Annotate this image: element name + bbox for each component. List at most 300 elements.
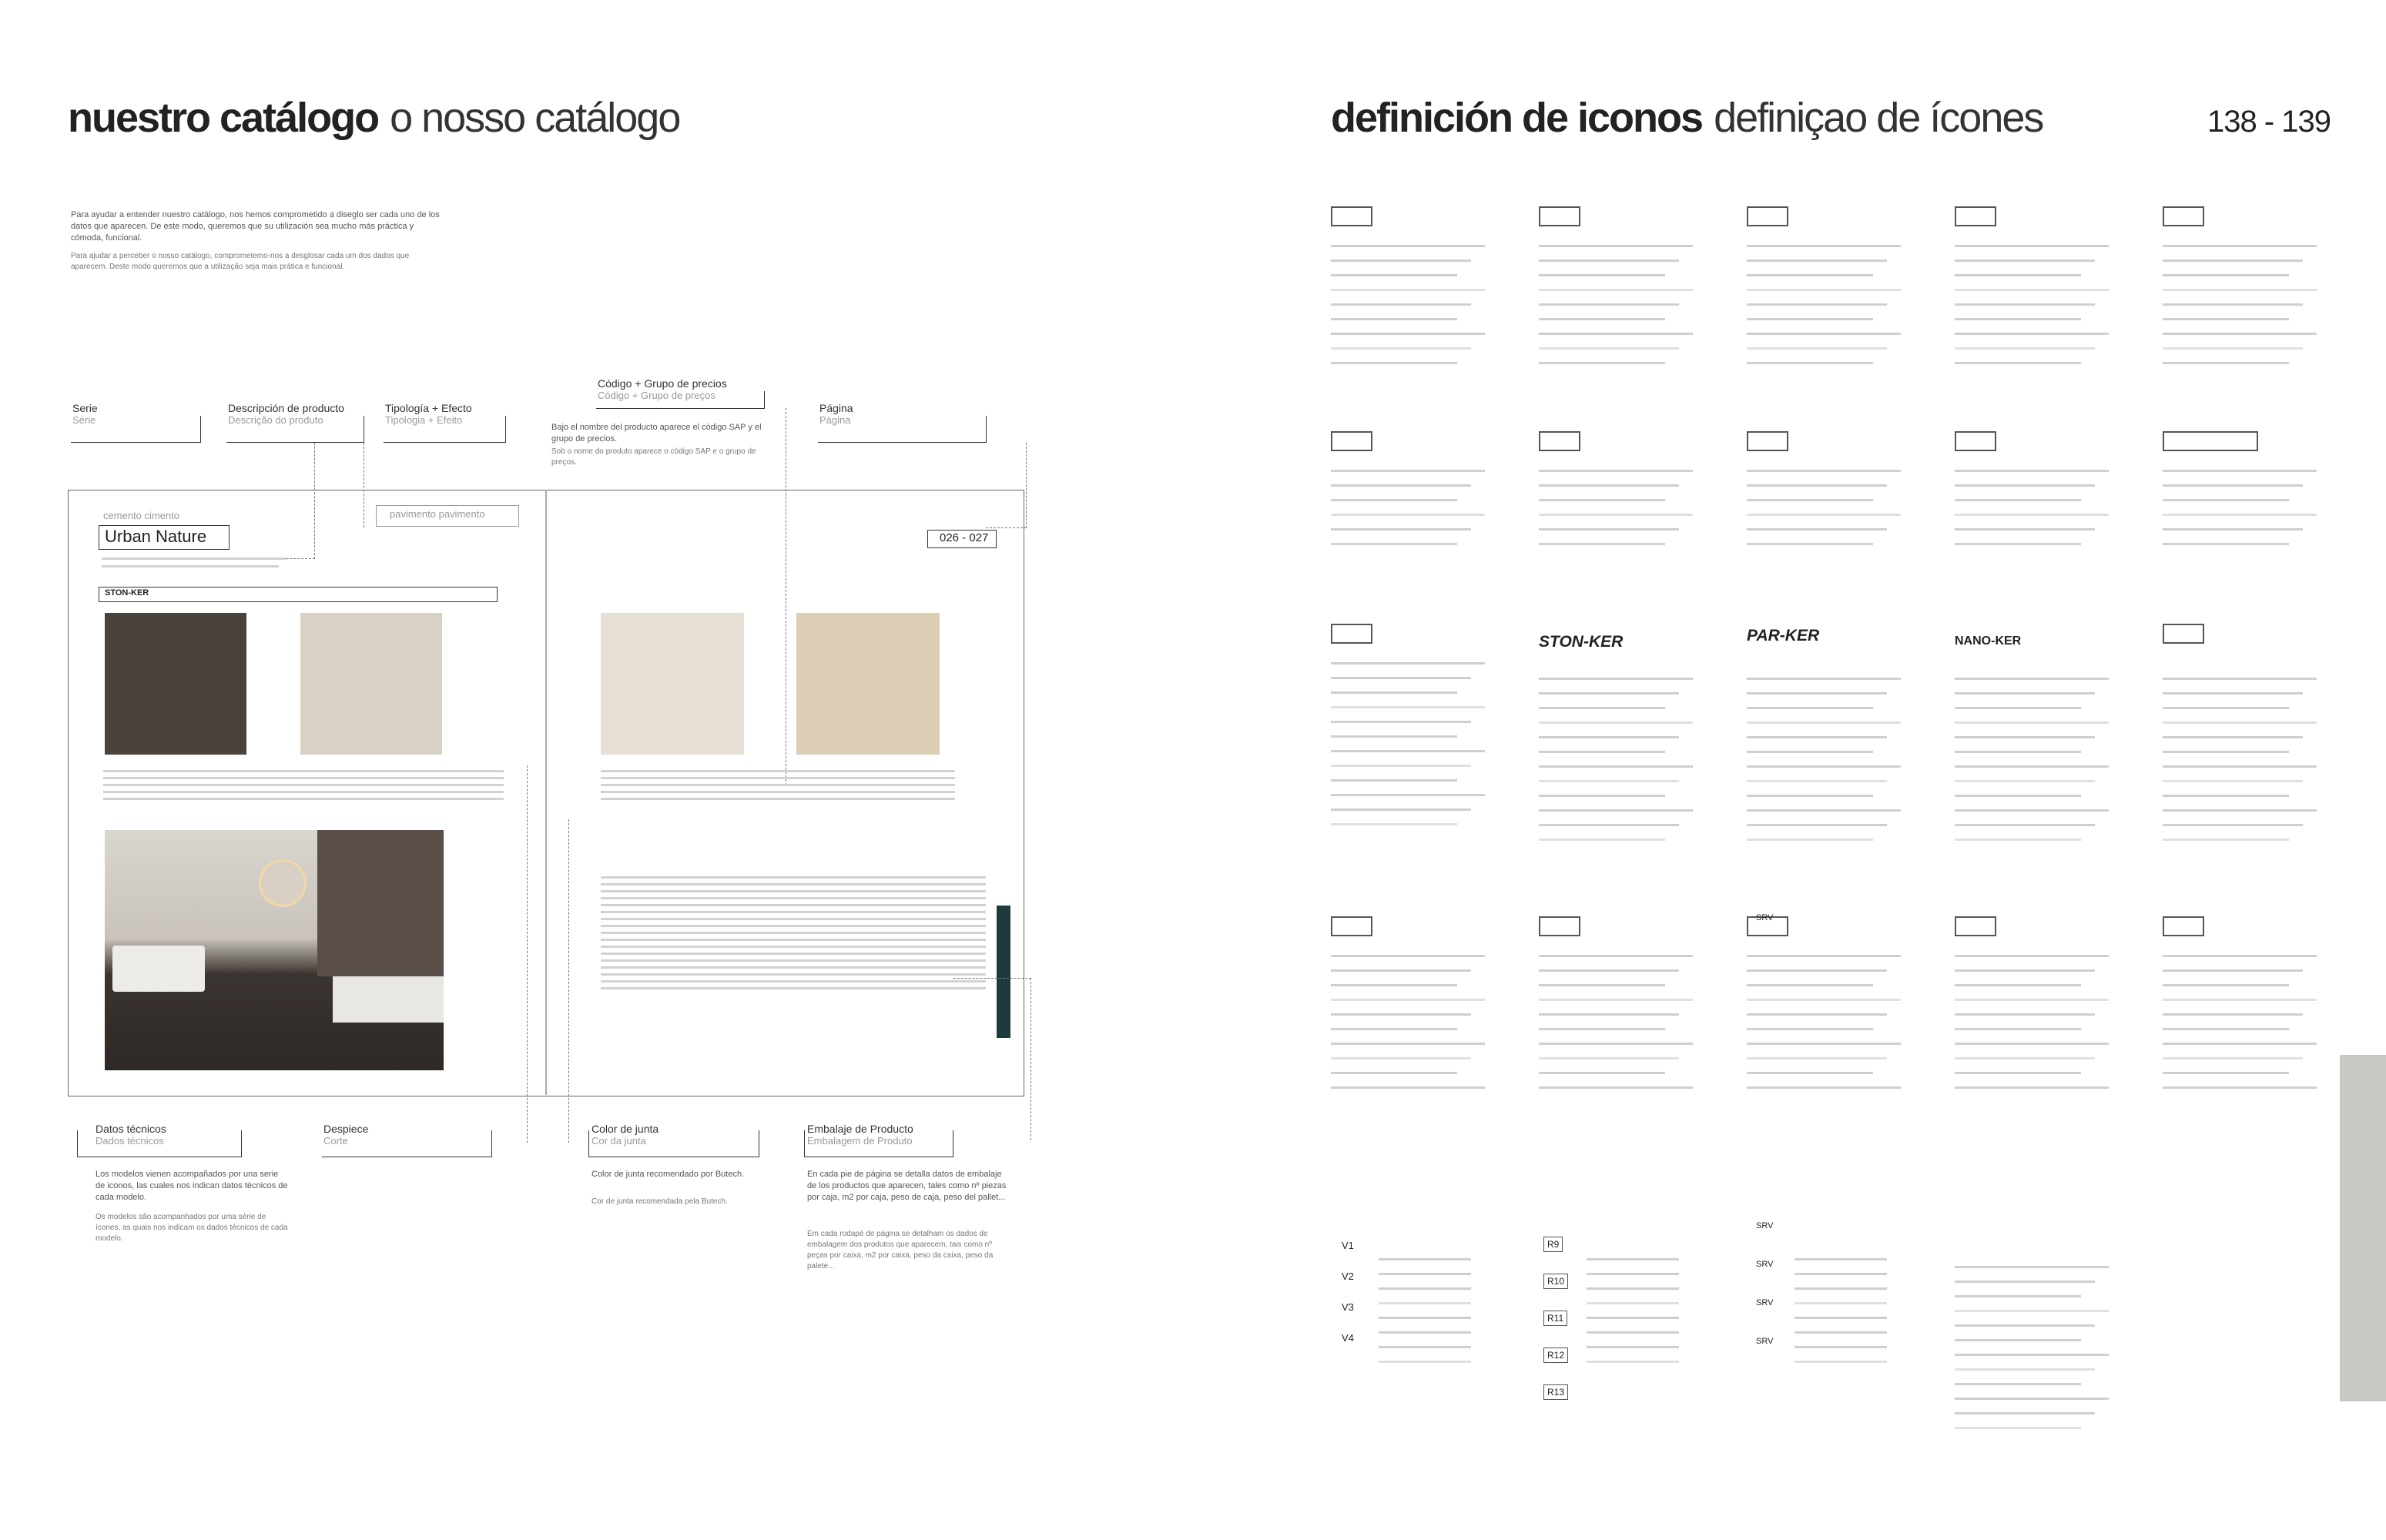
connector-7 — [953, 978, 1031, 1140]
icon-desc-line — [1747, 362, 1873, 364]
icon-desc-line — [1331, 721, 1471, 723]
icon-desc-line — [1587, 1317, 1679, 1319]
icon-desc-line — [1955, 1295, 2081, 1297]
icon-desc-line — [1955, 1086, 2109, 1089]
icon-desc-line — [2163, 839, 2289, 841]
room-mirror — [259, 859, 307, 907]
icon-desc-line — [2163, 470, 2317, 472]
icon-desc-line — [1955, 1383, 2081, 1385]
icon-desc-line — [1955, 333, 2109, 335]
icon-desc-line — [1331, 1057, 1471, 1060]
icon-desc-line — [2163, 1072, 2289, 1074]
icon-desc-line — [2163, 1043, 2317, 1045]
icon-desc-line — [1539, 707, 1665, 709]
icon-desc-line — [1331, 318, 1457, 320]
icon-desc-line — [1955, 736, 2095, 738]
mock-desc-line-2 — [102, 565, 279, 567]
icon-desc-line — [1747, 984, 1873, 986]
label-junta: Color de junta Cor da junta — [591, 1123, 659, 1147]
icon-desc-line — [1331, 765, 1471, 767]
icon-desc-line — [1747, 318, 1873, 320]
room-bed — [333, 976, 444, 1023]
room-photo — [105, 830, 444, 1070]
icon-desc-line — [1331, 1013, 1471, 1016]
catalog-icon — [1331, 206, 1372, 226]
bracket-codigo — [596, 391, 765, 409]
tile-dark — [105, 613, 246, 755]
mock-pages: 026 - 027 — [940, 531, 989, 544]
right-title-bold: definición de iconos — [1331, 95, 1703, 141]
icon-desc-line — [1747, 528, 1887, 531]
icon-desc-line — [1955, 692, 2095, 695]
icon-desc-line — [1747, 780, 1887, 782]
icon-desc-line — [1539, 809, 1693, 812]
icon-desc-line — [1331, 969, 1471, 972]
icon-desc-line — [1539, 765, 1693, 768]
icon-desc-line — [1747, 678, 1901, 680]
icon-desc-line — [2163, 289, 2317, 291]
srv-label-2: SRV — [1756, 1260, 1774, 1269]
icon-desc-line — [1331, 303, 1471, 306]
icon-desc-line — [1955, 780, 2095, 782]
icon-desc-line — [1539, 824, 1679, 826]
intro-es: Para ayudar a entender nuestro catálogo, nos hemos comprometido a diseglo ser cada uno de los datos que aparecen. De este modo, queremos que su utilización sea mucho más práctica y cómoda, funcional. — [71, 210, 440, 243]
r-label-r9: R9 — [1543, 1237, 1563, 1252]
icon-desc-line — [1955, 1281, 2095, 1283]
icon-desc-line — [1955, 751, 2081, 753]
icon-desc-line — [1795, 1361, 1887, 1363]
catalog-icon — [1331, 916, 1372, 936]
bracket-serie — [71, 416, 201, 443]
icon-desc-line — [1955, 484, 2095, 487]
icon-desc-line — [2163, 259, 2303, 262]
logo-ston-ker: STON-KER — [1539, 633, 1624, 651]
icon-desc-line — [1955, 1072, 2081, 1074]
mock-cat-tag: cemento cimento — [103, 510, 179, 521]
icon-desc-line — [2163, 824, 2303, 826]
icon-desc-line — [1331, 999, 1485, 1001]
icon-desc-line — [1331, 808, 1471, 811]
icon-desc-line — [1331, 347, 1471, 350]
catalog-icon — [1539, 916, 1580, 936]
icon-desc-line — [1379, 1273, 1471, 1275]
junta-text: Color de junta recomendado por Butech. — [591, 1170, 745, 1179]
icon-desc-line — [1331, 955, 1485, 957]
icon-desc-line — [1747, 751, 1873, 753]
icon-desc-line — [1331, 823, 1457, 825]
icon-desc-line — [2163, 1028, 2289, 1030]
icon-desc-line — [1955, 303, 2095, 306]
v-label-3: V3 — [1342, 1301, 1354, 1313]
icon-desc-line — [1747, 1043, 1901, 1045]
srv-label-4: SRV — [1756, 1337, 1774, 1346]
icon-desc-line — [1955, 543, 2081, 545]
catalog-icon — [1539, 431, 1580, 451]
icon-desc-line — [1539, 543, 1665, 545]
intro-pt: Para ajudar a perceber o nosso catálogo, comprometemo-nos a desglosar cada um dos dados que aparecem. Deste modo queremos que a utilização seja mais prática e funcional. — [71, 252, 410, 271]
icon-desc-line — [1539, 1057, 1679, 1060]
icon-desc-line — [1331, 499, 1457, 501]
side-tab — [2340, 1055, 2386, 1401]
icon-desc-line — [1331, 470, 1485, 472]
r-label-r12: R12 — [1543, 1348, 1568, 1363]
right-title — [1331, 94, 2043, 142]
icon-desc-line — [1539, 1013, 1679, 1016]
icon-desc-line — [1955, 259, 2095, 262]
catalog-icon — [1747, 206, 1788, 226]
icon-desc-line — [1587, 1331, 1679, 1334]
icon-desc-line — [1747, 470, 1901, 472]
icon-desc-line — [1539, 318, 1665, 320]
mock-type-tag: pavimento pavimento — [390, 508, 485, 520]
icon-desc-line — [1955, 824, 2095, 826]
icon-desc-line — [1955, 721, 2109, 724]
icon-desc-line — [1955, 1398, 2109, 1400]
icon-desc-line — [1955, 318, 2081, 320]
icon-desc-line — [1539, 470, 1693, 472]
icon-desc-line — [2163, 362, 2289, 364]
icon-desc-line — [1587, 1273, 1679, 1275]
icon-desc-line — [1539, 955, 1693, 957]
icon-desc-line — [1747, 499, 1873, 501]
icon-desc-line — [1539, 1043, 1693, 1045]
catalog-icon — [1955, 916, 1996, 936]
catalog-icon — [2163, 916, 2204, 936]
icon-desc-line — [1539, 1086, 1693, 1089]
label-desc: Descripción de producto Descrição do produto — [228, 402, 344, 426]
icon-desc-line — [1747, 543, 1873, 545]
icon-desc-line — [2163, 999, 2317, 1001]
icon-desc-line — [1331, 1028, 1457, 1030]
icon-desc-line — [1955, 1043, 2109, 1045]
icon-desc-line — [1747, 289, 1901, 291]
r-label-r13: R13 — [1543, 1384, 1568, 1400]
icon-desc-line — [1955, 274, 2081, 276]
icon-desc-line — [1587, 1302, 1679, 1304]
icon-desc-line — [1747, 707, 1873, 709]
datos-text: Los modelos vienen acompañados por una serie de iconos, las cuales nos indican datos técnicos de cada modelo. — [96, 1170, 288, 1202]
catalog-icon — [1331, 624, 1372, 644]
icon-desc-line — [1955, 1324, 2095, 1327]
icon-desc-line — [1747, 1057, 1887, 1060]
v-label-2: V2 — [1342, 1270, 1354, 1282]
icon-desc-line — [1331, 750, 1485, 752]
icon-desc-line — [1539, 984, 1665, 986]
icon-desc-line — [1747, 347, 1887, 350]
icon-desc-line — [1955, 362, 2081, 364]
icon-desc-line — [1331, 984, 1457, 986]
r-label-r10: R10 — [1543, 1274, 1568, 1289]
icon-desc-line — [2163, 514, 2317, 516]
page-range: 138 - 139 — [2207, 105, 2331, 139]
icon-desc-line — [2163, 751, 2289, 753]
icon-desc-line — [1747, 969, 1887, 972]
icon-desc-line — [1379, 1361, 1471, 1363]
catalog-icon — [1955, 431, 1996, 451]
catalog-icon — [1747, 431, 1788, 451]
icon-desc-line — [2163, 333, 2317, 335]
mock-divider — [545, 490, 547, 1095]
icon-desc-line — [1955, 1354, 2109, 1356]
icon-desc-line — [1955, 969, 2095, 972]
icon-desc-line — [1539, 721, 1693, 724]
icon-desc-line — [1747, 955, 1901, 957]
icon-desc-line — [1955, 245, 2109, 247]
icon-desc-line — [2163, 528, 2303, 531]
icon-desc-line — [2163, 484, 2303, 487]
icon-desc-line — [1747, 809, 1901, 812]
bracket-despiece — [322, 1130, 492, 1157]
icon-desc-line — [1539, 969, 1679, 972]
icon-desc-line — [1587, 1346, 1679, 1348]
logo-par-ker: PAR-KER — [1747, 627, 1820, 644]
icon-desc-line — [1747, 333, 1901, 335]
icon-desc-line — [1955, 1339, 2081, 1341]
catalog-icon — [2163, 431, 2258, 451]
icon-desc-line — [1955, 1057, 2095, 1060]
icon-desc-line — [1955, 1412, 2095, 1414]
icon-desc-line — [1331, 779, 1457, 782]
icon-desc-line — [2163, 780, 2303, 782]
icon-desc-line — [2163, 678, 2317, 680]
icon-desc-line — [1955, 765, 2109, 768]
icon-desc-line — [1331, 528, 1471, 531]
icon-desc-line — [1795, 1287, 1887, 1290]
icon-desc-line — [1539, 692, 1679, 695]
tile-cream — [601, 613, 744, 755]
right-title-light: definiçao de ícones — [1714, 95, 2043, 141]
icon-desc-line — [1539, 362, 1665, 364]
icon-desc-line — [1955, 289, 2109, 291]
icon-desc-line — [1747, 1013, 1887, 1016]
embalaje-text-pt: Em cada rodapé de página se detalham os dados de embalagem dos produtos que aparecem, tais como nº peças por caixa, m2 por caixa, peso da caixa, peso da palete... — [807, 1230, 994, 1270]
icon-desc-line — [1747, 692, 1887, 695]
connector-6 — [568, 819, 569, 1143]
icon-desc-line — [1539, 780, 1679, 782]
icon-desc-line — [1331, 259, 1471, 262]
icon-desc-line — [1539, 289, 1693, 291]
label-despiece: Despiece Corte — [323, 1123, 369, 1147]
icon-desc-line — [1331, 735, 1457, 738]
catalog-icon — [2163, 624, 2204, 644]
icon-desc-line — [1955, 470, 2109, 472]
icon-desc-line — [2163, 274, 2289, 276]
icon-desc-line — [1331, 677, 1471, 679]
icon-desc-line — [1795, 1346, 1887, 1348]
icon-desc-line — [1955, 514, 2109, 516]
icon-desc-line — [1955, 528, 2095, 531]
label-datos: Datos técnicos Dados técnicos — [96, 1123, 166, 1147]
codigo-note-pt: Sob o nome do produto aparece o código SAP e o grupo de preços. — [551, 447, 756, 467]
icon-desc-line — [2163, 303, 2303, 306]
bracket-datos — [77, 1130, 242, 1157]
icon-desc-line — [1747, 824, 1887, 826]
srv-label-3: SRV — [1756, 1298, 1774, 1307]
icon-desc-line — [1795, 1317, 1887, 1319]
icon-desc-line — [1379, 1346, 1471, 1348]
icon-desc-line — [1747, 736, 1887, 738]
icon-desc-line — [1539, 795, 1665, 797]
v-label-1: V1 — [1342, 1240, 1354, 1251]
bracket-embalaje — [804, 1130, 953, 1157]
connector-5 — [527, 765, 528, 1143]
icon-desc-line — [1955, 707, 2081, 709]
icon-desc-line — [1539, 999, 1693, 1001]
icon-desc-line — [2163, 984, 2289, 986]
icon-desc-line — [2163, 736, 2303, 738]
label-tipologia: Tipología + Efecto Tipologia + Efeito — [385, 402, 472, 426]
icon-desc-line — [1379, 1317, 1471, 1319]
icon-desc-line — [1539, 1028, 1665, 1030]
icon-desc-line — [1955, 795, 2081, 797]
icon-desc-line — [1539, 259, 1679, 262]
icon-desc-line — [1539, 245, 1693, 247]
mock-desc-line — [102, 557, 287, 560]
icon-desc-line — [1539, 1072, 1665, 1074]
icon-desc-line — [1955, 1368, 2095, 1371]
logo-nano-ker: NANO-KER — [1955, 634, 2022, 648]
embalaje-text: En cada pie de página se detalla datos de embalaje de los productos que aparecen, tales como nº piezas por caja, m2 por caja, peso de caja, peso del pallet... — [807, 1170, 1007, 1202]
icon-desc-line — [1747, 765, 1901, 768]
icon-desc-line — [1331, 794, 1485, 796]
datos-text-pt: Os modelos são acompanhados por uma série de ícones, as quais nos indicam os dados técnicos de cada modelo. — [96, 1213, 288, 1243]
icon-desc-line — [1539, 347, 1679, 350]
catalog-icon — [1539, 206, 1580, 226]
icon-desc-line — [1539, 333, 1693, 335]
icon-desc-line — [1747, 245, 1901, 247]
catalog-icon — [2163, 206, 2204, 226]
left-title-light: o nosso catálogo — [390, 95, 680, 141]
label-embalaje: Embalaje de Producto Embalagem de Produto — [807, 1123, 913, 1147]
icon-desc-line — [2163, 809, 2317, 812]
icon-desc-line — [1747, 1028, 1873, 1030]
icon-desc-line — [2163, 318, 2289, 320]
icon-desc-line — [1331, 274, 1457, 276]
icon-desc-line — [1955, 984, 2081, 986]
icon-desc-line — [1955, 839, 2081, 841]
icon-desc-line — [2163, 721, 2317, 724]
label-codigo: Código + Grupo de precios Código + Grupo de preços — [598, 377, 727, 401]
icon-desc-line — [1539, 484, 1679, 487]
icon-desc-line — [1379, 1302, 1471, 1304]
mock-ston-label: STON-KER — [105, 588, 149, 598]
icon-desc-line — [1379, 1331, 1471, 1334]
icon-desc-line — [1955, 1427, 2081, 1429]
label-pagina: Página Página — [819, 402, 853, 426]
icon-desc-line — [1331, 691, 1457, 694]
bracket-desc — [226, 416, 364, 443]
icon-desc-line — [1331, 543, 1457, 545]
catalog-icon — [1955, 206, 1996, 226]
icon-desc-line — [1955, 678, 2109, 680]
icon-desc-line — [1747, 1086, 1901, 1089]
icon-desc-line — [1747, 795, 1873, 797]
icon-desc-line — [2163, 765, 2317, 768]
icon-desc-line — [1747, 259, 1887, 262]
left-title — [68, 94, 679, 142]
icon-desc-line — [2163, 347, 2303, 350]
product-rows-right — [601, 765, 955, 805]
icon-desc-line — [1955, 1013, 2095, 1016]
mock-icon-strip — [99, 587, 498, 602]
icon-desc-line — [1955, 999, 2109, 1001]
icon-desc-line — [2163, 543, 2289, 545]
icon-desc-line — [1795, 1302, 1887, 1304]
icon-desc-line — [1747, 999, 1901, 1001]
icon-desc-line — [1379, 1258, 1471, 1260]
icon-desc-line — [1331, 662, 1485, 665]
tile-sand — [796, 613, 940, 755]
icon-desc-line — [1747, 839, 1873, 841]
left-title-bold: nuestro catálogo — [68, 95, 379, 141]
icon-desc-line — [1331, 1043, 1485, 1045]
icon-desc-line — [1955, 1310, 2109, 1312]
icon-desc-line — [1747, 274, 1873, 276]
codigo-note: Bajo el nombre del producto aparece el código SAP y el grupo de precios. — [551, 423, 762, 444]
icon-desc-line — [1539, 751, 1665, 753]
icon-desc-line — [2163, 692, 2303, 695]
icon-desc-line — [2163, 1013, 2303, 1016]
icon-desc-line — [1955, 1266, 2109, 1268]
icon-desc-line — [1955, 955, 2109, 957]
icon-desc-line — [2163, 1086, 2317, 1089]
srv-label-1: SRV — [1756, 1221, 1774, 1230]
icon-desc-line — [2163, 955, 2317, 957]
bracket-junta — [588, 1130, 759, 1157]
icon-desc-line — [2163, 969, 2303, 972]
icon-desc-line — [1379, 1287, 1471, 1290]
icon-desc-line — [1795, 1273, 1887, 1275]
icon-desc-line — [1331, 245, 1485, 247]
icon-desc-line — [1539, 839, 1665, 841]
icon-desc-line — [2163, 795, 2289, 797]
icon-desc-line — [1331, 289, 1485, 291]
icon-desc-line — [1587, 1258, 1679, 1260]
icon-desc-line — [1331, 1086, 1485, 1089]
icon-desc-line — [1331, 362, 1457, 364]
junta-text-pt: Cor de junta recomendada pela Butech. — [591, 1197, 728, 1206]
icon-desc-line — [1539, 528, 1679, 531]
tile-beige — [300, 613, 442, 755]
icon-desc-line — [1331, 706, 1485, 708]
icon-desc-line — [1795, 1258, 1887, 1260]
mock-table — [601, 872, 986, 1041]
icon-desc-line — [1955, 809, 2109, 812]
icon-desc-line — [1747, 484, 1887, 487]
room-tub — [112, 946, 205, 992]
icon-desc-line — [1539, 678, 1693, 680]
icon-desc-line — [1955, 499, 2081, 501]
room-wall-dark — [317, 830, 444, 976]
icon-desc-line — [1539, 514, 1693, 516]
icon-desc-line — [1539, 303, 1679, 306]
mock-series: Urban Nature — [105, 527, 207, 546]
srv-label-top: SRV — [1756, 913, 1774, 922]
icon-desc-line — [1795, 1331, 1887, 1334]
icon-desc-line — [1955, 1028, 2081, 1030]
icon-desc-line — [1539, 736, 1679, 738]
icon-desc-line — [1331, 514, 1485, 516]
icon-desc-line — [2163, 707, 2289, 709]
icon-desc-line — [2163, 1057, 2303, 1060]
icon-desc-line — [1539, 499, 1665, 501]
bracket-tipologia — [384, 416, 506, 443]
icon-desc-line — [2163, 245, 2317, 247]
label-serie: Serie Série — [72, 402, 98, 426]
bracket-pagina — [818, 416, 987, 443]
icon-desc-line — [1331, 1072, 1457, 1074]
icon-desc-line — [1747, 721, 1901, 724]
